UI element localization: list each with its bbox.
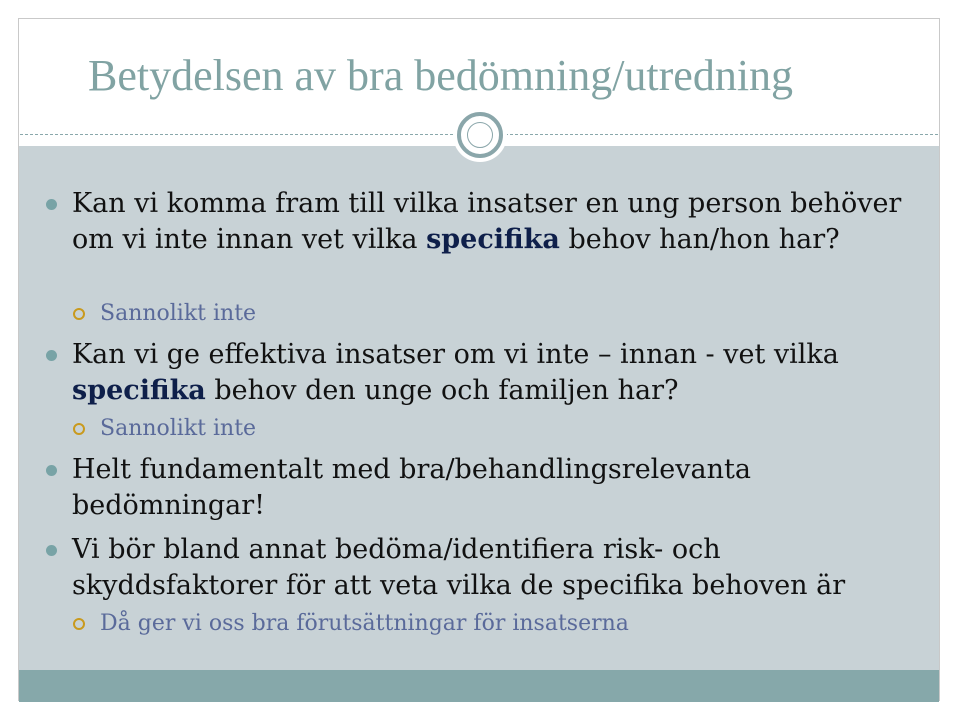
sub-bullet-1-text: Sannolikt inte — [100, 301, 257, 326]
bullet-1-bold: specifika — [426, 224, 560, 255]
ring-decoration-inner — [467, 122, 493, 148]
sub-bullet-item-2 — [100, 414, 920, 444]
sub-bullet-ring-icon — [73, 618, 85, 630]
bullet-dot-icon — [46, 350, 57, 361]
bullet-item-3 — [72, 452, 932, 524]
bullet-dot-icon — [46, 545, 57, 556]
bullet-2-bold: specifika — [72, 375, 206, 406]
bullet-4-text: Vi bör bland annat bedöma/identifiera risk- och skyddsfaktorer för att veta vilka de specifika behoven är — [72, 534, 846, 601]
sub-bullet-item-3 — [100, 609, 920, 639]
bullet-dot-icon — [46, 465, 57, 476]
bullet-1-text-b: behov han/hon har? — [559, 224, 840, 255]
bullet-2-text-b: behov den unge och familjen har? — [205, 375, 679, 406]
bullet-item-4 — [72, 532, 932, 604]
sub-bullet-ring-icon — [73, 423, 85, 435]
sub-bullet-2-text: Sannolikt inte — [100, 416, 257, 441]
bullet-2-text-a: Kan vi ge effektiva insatser om vi inte – innan - vet vilka — [72, 339, 839, 370]
footer-bar — [19, 670, 939, 702]
bullet-3-text: Helt fundamentalt med bra/behandlingsrelevanta bedömningar! — [72, 454, 751, 521]
sub-bullet-item-1 — [100, 299, 920, 329]
bullet-item-2 — [72, 337, 932, 409]
sub-bullet-ring-icon — [73, 308, 85, 320]
slide-title: Betydelsen av bra bedömning/utredning — [88, 51, 794, 100]
bullet-1-text-a: Kan vi komma fram till vilka insatser en ung person behöver om vi inte innan vet vilka — [72, 188, 902, 255]
bullet-item-1 — [72, 186, 932, 258]
bullet-dot-icon — [46, 199, 57, 210]
sub-bullet-3-text: Då ger vi oss bra förutsättningar för insatserna — [100, 611, 629, 636]
